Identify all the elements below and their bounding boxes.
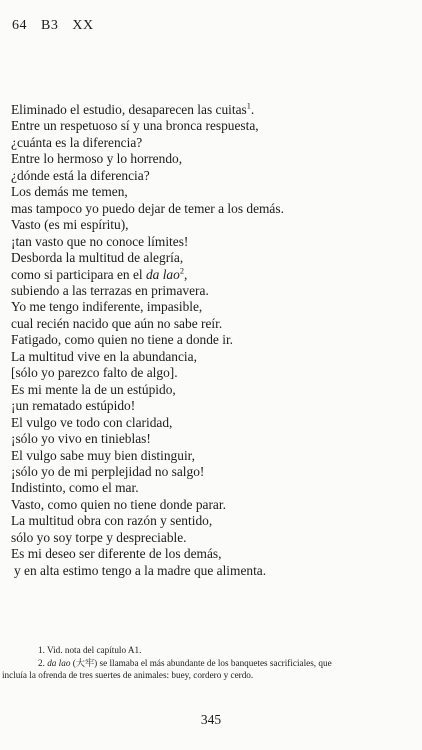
poem-line: Fatigado, como quien no tiene a donde ir.	[11, 332, 234, 348]
header-page-number: 64	[12, 18, 27, 33]
poem-line: Yo me tengo indiferente, impasible,	[11, 299, 203, 315]
footnote-ref-2: 2	[179, 266, 184, 276]
poem-line: ¡tan vasto que no conoce límites!	[11, 233, 189, 249]
poem-line: Entre un respetuoso sí y una bronca respuesta,	[11, 118, 259, 134]
poem-line: [sólo yo parezco falto de algo].	[11, 365, 178, 381]
poem-line: Entre lo hermoso y lo horrendo,	[11, 151, 183, 167]
poem-line: ¡sólo yo vivo en tinieblas!	[11, 431, 151, 447]
poem-line: Vasto, como quien no tiene donde parar.	[11, 496, 226, 512]
footnote-2	[0, 657, 422, 670]
poem-line: mas tampoco yo puedo dejar de temer a los demás.	[11, 200, 284, 216]
poem-line: Desborda la multitud de alegría,	[11, 250, 184, 266]
italic-term-da-lao: da lao	[145, 266, 180, 282]
footnote-ref-1: 1	[246, 101, 251, 111]
poem-line: ¡sólo yo de mi perplejidad no salgo!	[11, 463, 205, 479]
poem-line-punctuation: ,	[183, 266, 188, 282]
footnotes	[0, 644, 422, 682]
poem-line: Los demás me temen,	[11, 184, 128, 200]
poem-line-text: como si participara en el	[11, 266, 146, 282]
footnote-2-number: 2.	[38, 657, 48, 668]
poem-line: sólo yo soy torpe y despreciable.	[11, 529, 187, 545]
header-section-code: B3	[41, 18, 59, 33]
poem-line: cual recién nacido que aún no sabe reír.	[11, 315, 223, 331]
poem-line: ¡un rematado estúpido!	[11, 398, 136, 414]
poem-line: subiendo a las terrazas en primavera.	[11, 282, 209, 298]
page-number: 345	[200, 712, 222, 727]
poem-line: Es mi mente la de un estúpido,	[11, 381, 176, 397]
poem-line	[11, 267, 416, 283]
poem-line: Vasto (es mi espíritu),	[11, 217, 129, 233]
poem-line: y en alta estimo tengo a la madre que alimenta.	[14, 562, 267, 578]
running-header	[12, 18, 104, 34]
poem-line: Eliminado el estudio, desaparecen las cuitas$^1$.	[11, 101, 255, 117]
poem-line-text: Eliminado el estudio, desaparecen las cuitas	[11, 102, 247, 117]
header-chapter-number: XX	[72, 18, 94, 33]
poem-line: El vulgo sabe muy bien distinguir,	[11, 447, 195, 463]
poem-line: ¿cuánta es la diferencia?	[11, 134, 143, 150]
poem-body	[11, 102, 416, 579]
poem-line: Es mi deseo ser diferente de los demás,	[11, 546, 222, 562]
footnote-2-term: da lao	[47, 657, 71, 668]
footnote-1: 1. Vid. nota del capítulo A1.	[38, 645, 142, 655]
poem-line: ¿dónde está la diferencia?	[11, 167, 150, 183]
poem-line: El vulgo ve todo con claridad,	[11, 414, 173, 430]
poem-line: La multitud obra con razón y sentido,	[11, 513, 213, 529]
footnote-2-text: (大牢) se llamaba el más abundante de los banquetes sacrificiales, que	[70, 657, 332, 668]
footnote-2-continuation: incluía la ofrenda de tres suertes de animales: buey, cordero y cerdo.	[2, 670, 254, 680]
poem-line: Indistinto, como el mar.	[11, 480, 139, 496]
poem-line: La multitud vive en la abundancia,	[11, 348, 197, 364]
